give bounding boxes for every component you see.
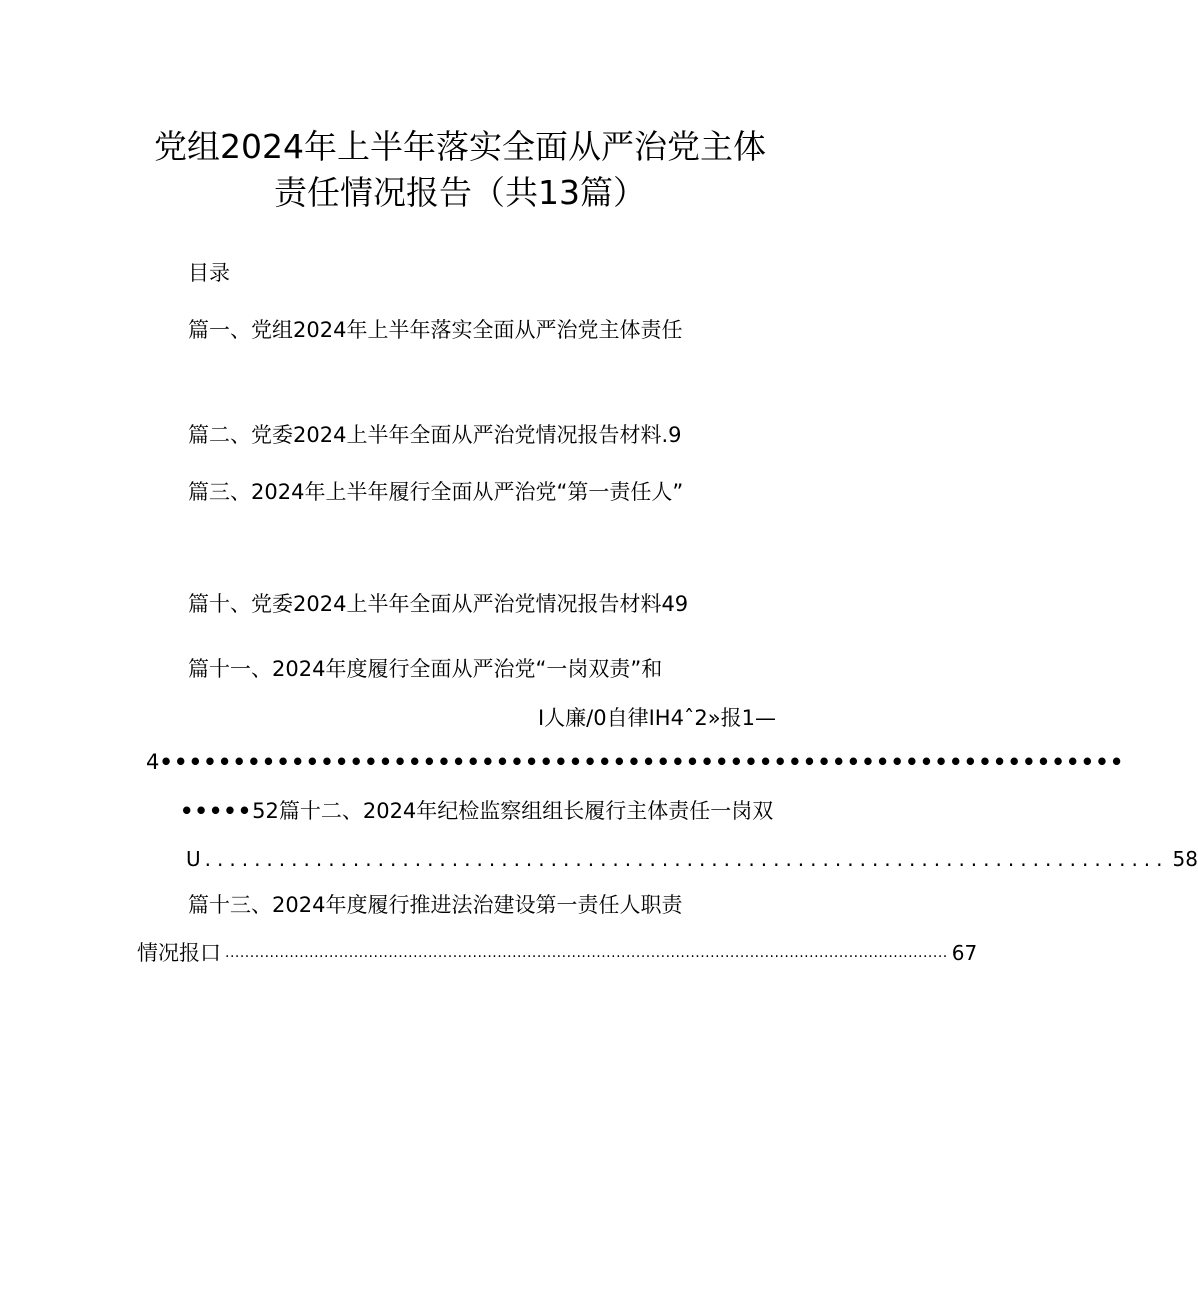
toc-entry-11-line-3-lead: 4 (146, 750, 160, 774)
toc-entry-13-page: 67 (951, 941, 978, 965)
toc-entry-11-line-3[interactable] (146, 748, 1125, 776)
toc-entry-12-lead-dots: ••••• (180, 799, 253, 823)
toc-entry-1[interactable]: 篇一、党组2024年上半年落实全面从严治党主体责任 (188, 318, 683, 342)
toc-entry-12[interactable] (180, 797, 773, 825)
toc-entry-2[interactable]: 篇二、党委2024上半年全面从严治党情况报告材料.9 (188, 423, 682, 447)
toc-entry-3[interactable]: 篇三、2024年上半年履行全面从严治党“第一责任人” (188, 480, 684, 504)
toc-entry-11-line-1[interactable]: 篇十一、2024年度履行全面从严治党“一岗双责”和 (188, 657, 663, 681)
toc-entry-12-line-2-lead: U (186, 847, 201, 871)
toc-entry-10[interactable]: 篇十、党委2024上半年全面从严治党情况报告材料49 (188, 592, 689, 616)
toc-heading: 目录 (188, 261, 230, 285)
document-title-line-2: 责任情况报告（共13篇） (274, 173, 646, 212)
toc-entry-13-line-2-lead: 情况报口 (137, 941, 221, 965)
dot-leader: .................................................................................................................................................. (225, 945, 948, 961)
toc-entry-12-text: 52篇十二、2024年纪检监察组组长履行主体责任一岗双 (252, 799, 774, 823)
toc-entry-12-page: 58 (1172, 847, 1198, 871)
toc-entry-13-line-2[interactable] (137, 939, 978, 967)
toc-entry-12-line-2[interactable] (186, 845, 1198, 873)
toc-entry-11-line-2[interactable]: I人廉/0自律IH4ˆ2»报1— (537, 706, 776, 730)
toc-entry-13-line-1[interactable]: 篇十三、2024年度履行推进法治建设第一责任人职责 (188, 893, 683, 917)
dot-leader: .............................................................................. (204, 847, 1169, 871)
dot-leader: •••••••••••••••••••••••••••••••••••••••••••••••••••••••••••••••••• (159, 750, 1125, 774)
document-title-line-1: 党组2024年上半年落实全面从严治党主体 (154, 127, 766, 166)
